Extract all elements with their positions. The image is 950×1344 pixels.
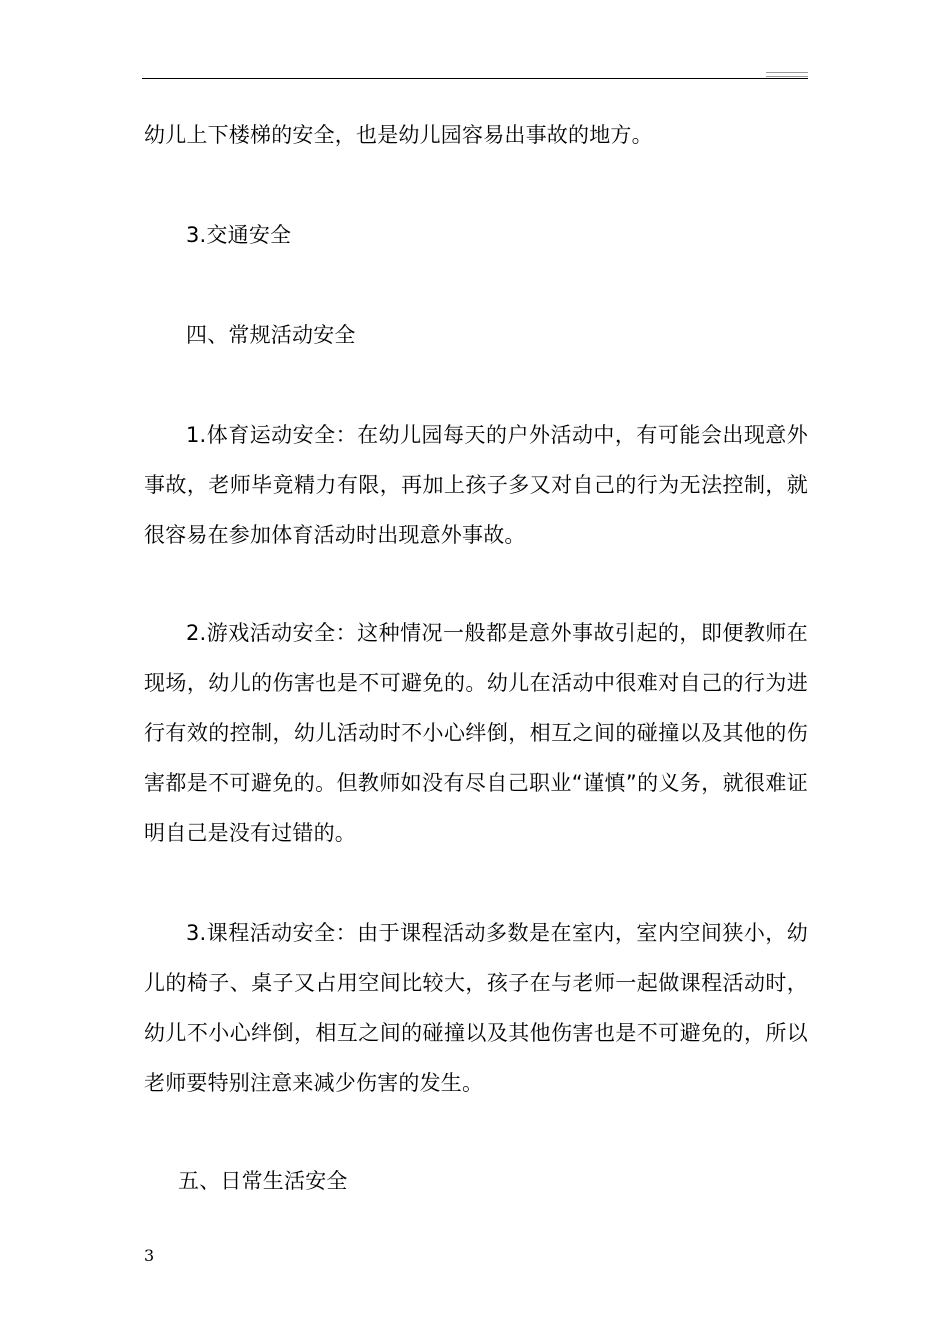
- page-number: 3: [144, 1246, 155, 1265]
- header-mark: [766, 72, 808, 77]
- section-heading-routine-activity: 四、常规活动安全: [186, 323, 356, 347]
- header-rule: [142, 78, 808, 79]
- paragraph-game-safety: 2.游戏活动安全：这种情况一般都是意外事故引起的，即便教师在现场，幼儿的伤害也是不可避免的。幼儿在活动中很难对自己的行为进行有效的控制，幼儿活动时不小心绊倒，相互之间的碰撞以及其他的伤害都是不可避免的。但教师如没有尽自己职业“谨慎”的义务，就很难证明自己是没有过错的。: [144, 621, 808, 845]
- item-traffic-safety: 3.交通安全: [186, 223, 292, 247]
- paragraph-course-safety: 3.课程活动安全：由于课程活动多数是在室内，室内空间狭小，幼儿的椅子、桌子又占用空间比较大，孩子在与老师一起做课程活动时，幼儿不小心绊倒，相互之间的碰撞以及其他伤害也是不可避免的，所以老师要特别注意来减少伤害的发生。: [144, 921, 808, 1095]
- section-heading-daily-life: 五、日常生活安全: [178, 1169, 348, 1193]
- paragraph-stairs-safety: 幼儿上下楼梯的安全，也是幼儿园容易出事故的地方。: [144, 123, 653, 147]
- paragraph-sports-safety: 1.体育运动安全：在幼儿园每天的户外活动中，有可能会出现意外事故，老师毕竟精力有限，再加上孩子多又对自己的行为无法控制，就很容易在参加体育活动时出现意外事故。: [144, 423, 808, 547]
